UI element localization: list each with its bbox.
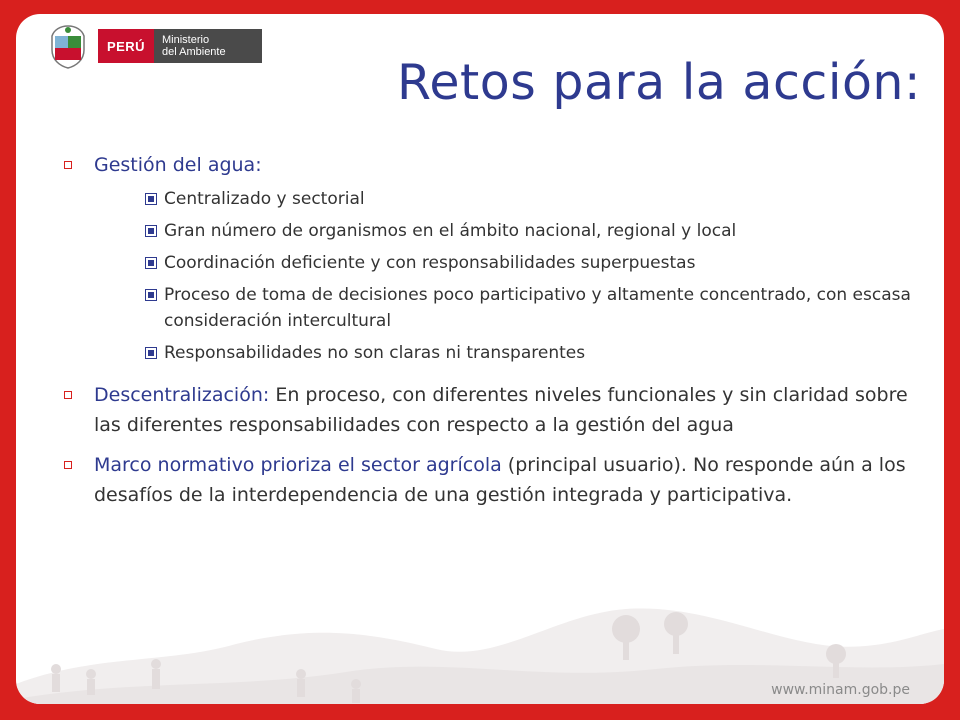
sub-bullet-list: [94, 186, 924, 366]
coat-of-arms-icon: [46, 22, 90, 70]
sub-bullet-text: Proceso de toma de decisiones poco participativo y altamente concentrado, con escasa consideración intercultural: [164, 285, 911, 331]
filled-square-bullet-icon: [146, 258, 156, 268]
bullet-water-management: [44, 150, 924, 366]
bullet-text: (principal usuario). No responde aún a los desafíos de la interdependencia de una gestión integrada y participativa.: [94, 454, 906, 506]
sub-bullet-item: [94, 340, 924, 366]
bullet-text: En proceso, con diferentes niveles funcionales y sin claridad sobre las diferentes responsabilidades con respecto a la gestión del agua: [94, 384, 908, 436]
peru-label: PERÚ: [98, 29, 154, 63]
bullet-decentralization: [44, 380, 924, 440]
square-bullet-icon: [64, 391, 72, 399]
square-bullet-icon: [64, 161, 72, 169]
sub-bullet-text: Coordinación deficiente y con responsabilidades superpuestas: [164, 253, 696, 273]
slide-title: Retos para la acción:: [397, 54, 921, 111]
minam-logo: [46, 20, 264, 72]
bullet-heading: Descentralización:: [94, 384, 270, 406]
square-bullet-icon: [64, 461, 72, 469]
bullet-list: [44, 150, 924, 520]
footer-url: www.minam.gob.pe: [771, 682, 910, 698]
bullet-legal-framework: [44, 450, 924, 510]
sub-bullet-item: [94, 282, 924, 334]
sub-bullet-text: Gran número de organismos en el ámbito nacional, regional y local: [164, 221, 737, 241]
ministry-label: [154, 29, 262, 63]
bullet-heading: Marco normativo prioriza el sector agrícola: [94, 454, 502, 476]
bullet-heading: Gestión del agua:: [94, 154, 262, 176]
ministry-line-2: del Ambiente: [162, 46, 226, 58]
sub-bullet-text: Responsabilidades no son claras ni transparentes: [164, 343, 586, 363]
slide-panel: [16, 14, 944, 704]
sub-bullet-item: [94, 186, 924, 212]
sub-bullet-item: [94, 218, 924, 244]
filled-square-bullet-icon: [146, 226, 156, 236]
sub-bullet-text: Centralizado y sectorial: [164, 189, 365, 209]
ministry-line-1: Ministerio: [162, 34, 210, 46]
sub-bullet-item: [94, 250, 924, 276]
filled-square-bullet-icon: [146, 290, 156, 300]
filled-square-bullet-icon: [146, 194, 156, 204]
filled-square-bullet-icon: [146, 348, 156, 358]
